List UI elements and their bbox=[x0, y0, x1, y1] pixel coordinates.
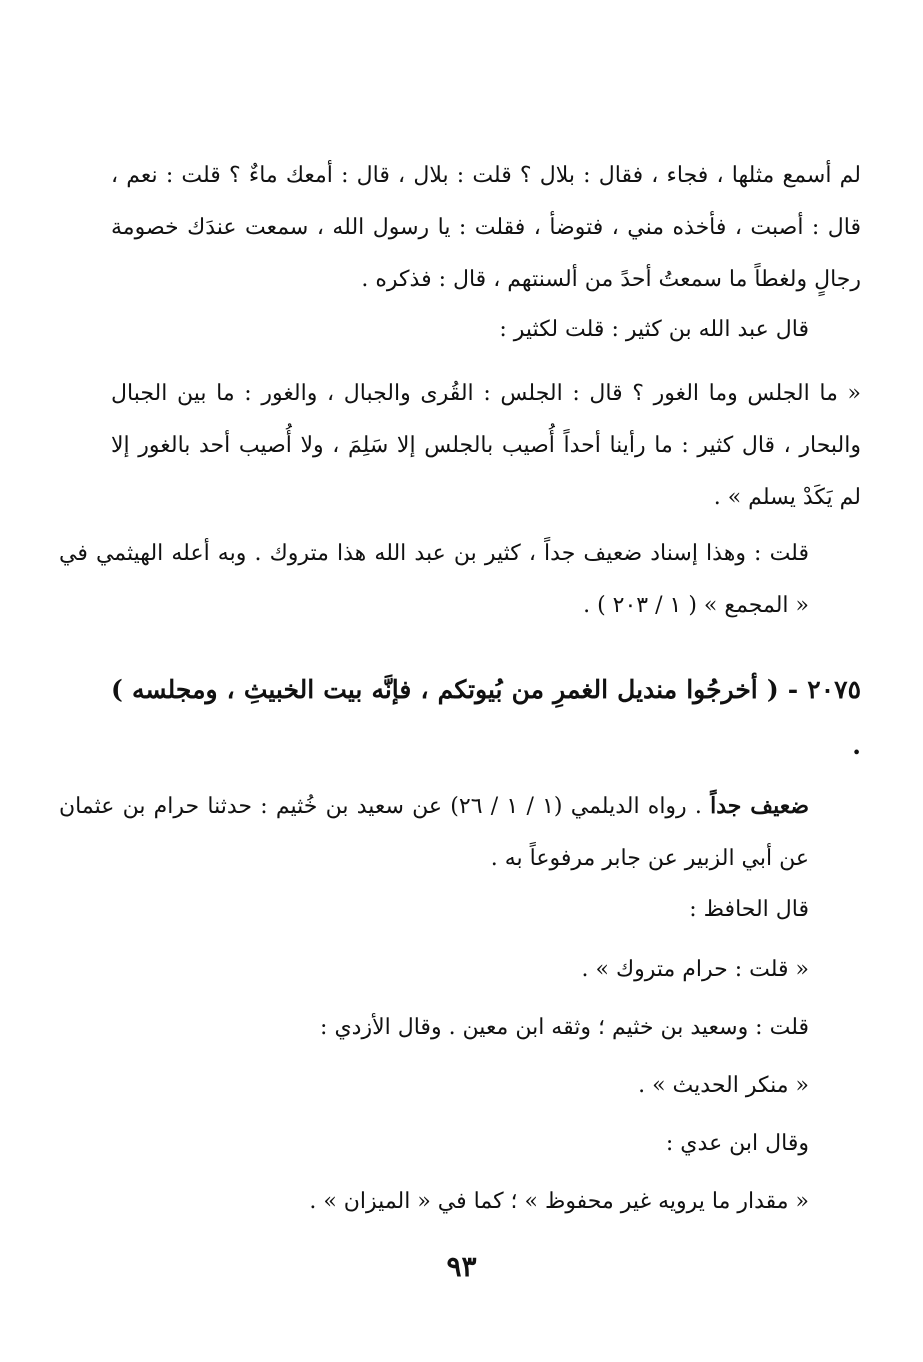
paragraph-text: وقال ابن عدي : bbox=[665, 1131, 809, 1156]
paragraph-al-hafiz-said bbox=[59, 884, 861, 936]
hadith-heading-text: ٢٠٧٥ - ( أخرجُوا منديل الغمرِ من بُيوتكم ، فإنَّه بيت الخبيثِ ، ومجلسه ) . bbox=[111, 675, 861, 760]
paragraph-text: « ما الجلس وما الغور ؟ قال : الجلس : القُرى والجبال ، والغور : ما بين الجبال والبحار ، قال كثير : ما رأينا أحداً أُصيب بالجلس إلا سَلِمَ ، ولا أُصيب أحد بالغور إلا لم يَكَدْ يسلم » . bbox=[111, 381, 861, 510]
paragraph-text: « قلت : حرام متروك » . bbox=[581, 957, 809, 982]
page-number: ٩٣ bbox=[446, 1250, 477, 1283]
paragraph-text: « منكر الحديث » . bbox=[638, 1073, 809, 1098]
grading-text: . رواه الديلمي (١ / ١ / ٢٦) عن سعيد بن خُثيم : حدثنا حرام بن عثمان عن أبي الزبير عن جابر مرفوعاً به . bbox=[59, 794, 809, 871]
quote-mizan bbox=[59, 1176, 861, 1228]
paragraph-grading bbox=[59, 780, 861, 885]
paragraph-text: قال عبد الله بن كثير : قلت لكثير : bbox=[499, 317, 809, 342]
paragraph-bilal-narration bbox=[111, 150, 861, 306]
hadith-heading-2075 bbox=[111, 662, 861, 774]
paragraph-ibn-adi-said bbox=[59, 1118, 861, 1170]
paragraph-jals-ghawr-quote bbox=[111, 368, 861, 524]
quote-munkar-al-hadith bbox=[59, 1060, 861, 1112]
paragraph-text: قال الحافظ : bbox=[689, 897, 809, 922]
paragraph-text: « مقدار ما يرويه غير محفوظ » ؛ كما في « الميزان » . bbox=[309, 1189, 809, 1214]
grading-label: ضعيف جداً bbox=[710, 793, 810, 819]
paragraph-ibn-kathir-said bbox=[59, 304, 861, 356]
paragraph-said-ibn-khuthaym bbox=[59, 1002, 861, 1054]
paragraph-isnad-weak bbox=[59, 528, 861, 632]
paragraph-text: قلت : وهذا إسناد ضعيف جداً ، كثير بن عبد الله هذا متروك . وبه أعله الهيثمي في « المجمع » ( ١ / ٢٠٣ ) . bbox=[59, 541, 809, 618]
paragraph-text: لم أسمع مثلها ، فجاء ، فقال : بلال ؟ قلت : بلال ، قال : أمعك ماءٌ ؟ قلت : نعم ، قال : أصبت ، فأخذه مني ، فتوضأ ، فقلت : يا رسول الله ، سمعت عندَك خصومة رجالٍ ولغطاً ما سمعتُ أحدً من ألسنتهم ، قال : فذكره . bbox=[111, 163, 861, 292]
quote-haram-matruk bbox=[59, 944, 861, 996]
paragraph-text: قلت : وسعيد بن خثيم ؛ وثقه ابن معين . وقال الأزدي : bbox=[320, 1015, 809, 1040]
